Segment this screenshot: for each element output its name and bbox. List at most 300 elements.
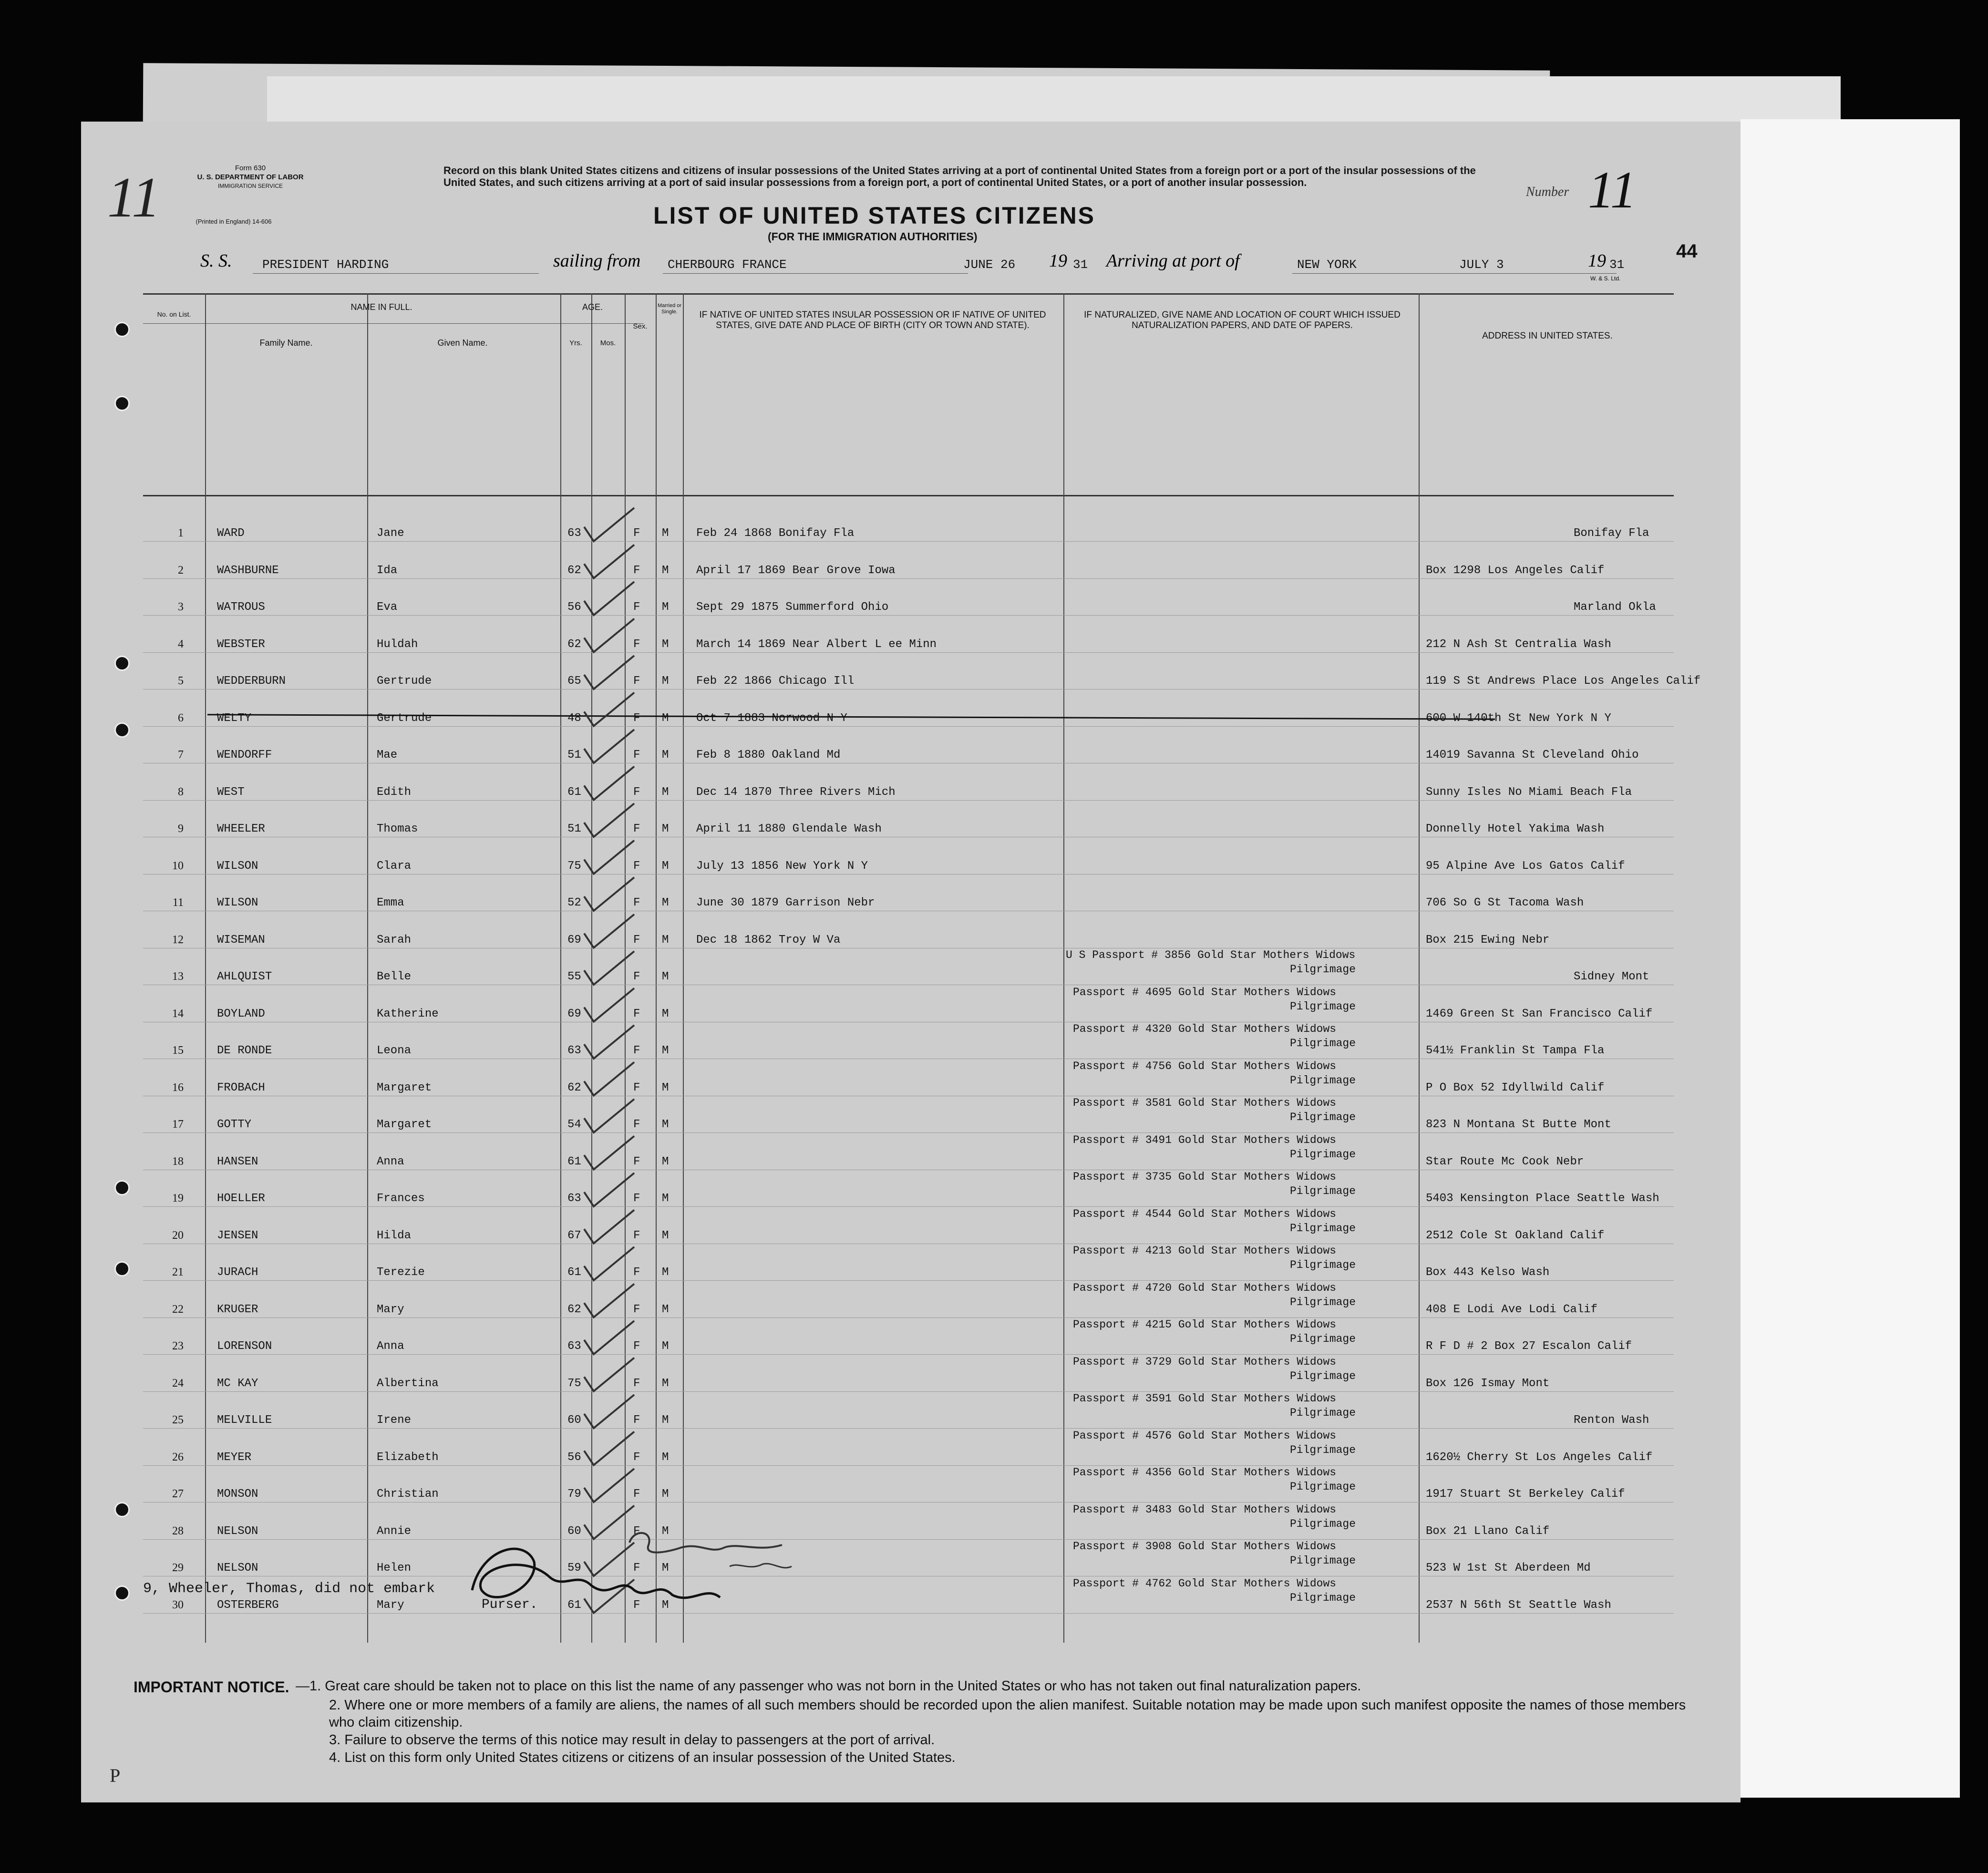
sex: F: [633, 933, 640, 947]
printer-mark: W. & S. Ltd.: [1590, 275, 1621, 282]
age-years: 51: [567, 823, 581, 835]
given-name: Leona: [377, 1044, 412, 1057]
age-years: 67: [567, 1229, 581, 1242]
naturalization-pilgrimage: Pilgrimage: [1290, 1407, 1356, 1419]
age-years: 75: [567, 1377, 581, 1390]
family-name: WENDORFF: [217, 749, 272, 762]
given-name: Edith: [377, 785, 412, 799]
arrival-port: NEW YORK: [1297, 257, 1357, 272]
naturalization-passport: Passport # 4320 Gold Star Mothers Widows: [1073, 1023, 1337, 1035]
family-name: WELTY: [217, 711, 252, 725]
given-name: Huldah: [377, 638, 418, 651]
tally-checkmark: [584, 1247, 634, 1280]
marital-status: M: [662, 638, 669, 651]
sex: F: [633, 711, 640, 725]
given-name: Sarah: [377, 933, 412, 947]
naturalization-pilgrimage: Pilgrimage: [1290, 1369, 1356, 1382]
tally-checkmark: [584, 1395, 634, 1428]
address: 1917 Stuart St Berkeley Calif: [1426, 1488, 1625, 1501]
col-yrs: Yrs.: [569, 339, 582, 347]
naturalization-pilgrimage: Pilgrimage: [1290, 1148, 1356, 1161]
sex: F: [633, 1598, 640, 1612]
tally-checkmark: [584, 1284, 634, 1317]
row-number: 19: [172, 1192, 184, 1204]
birth-info: June 30 1879 Garrison Nebr: [696, 896, 875, 909]
tally-checkmark: [584, 1099, 634, 1132]
col-no: No. on List.: [157, 310, 191, 318]
given-name: Mary: [377, 1598, 404, 1612]
birth-info: Oct 7 1883 Norwood N Y: [696, 711, 847, 725]
marital-status: M: [662, 527, 669, 540]
tally-checkmark: [584, 1136, 634, 1170]
sex: F: [633, 1451, 640, 1464]
row-number: 6: [178, 711, 184, 724]
col-address: ADDRESS IN UNITED STATES.: [1482, 331, 1613, 341]
tally-checkmark: [584, 841, 634, 874]
given-name: Terezie: [377, 1266, 425, 1279]
row-number: 27: [172, 1488, 184, 1500]
address: 2512 Cole St Oakland Calif: [1426, 1229, 1605, 1242]
margin-mark: 11: [107, 165, 161, 229]
given-name: Jane: [377, 527, 404, 540]
row-number: 22: [172, 1303, 184, 1316]
row-number: 1: [178, 527, 184, 539]
marital-status: M: [662, 1377, 669, 1390]
age-years: 61: [567, 785, 581, 799]
col-married: Married or Single.: [657, 303, 682, 315]
marital-status: M: [662, 1451, 669, 1464]
tally-checkmark: [584, 656, 634, 689]
family-name: HOELLER: [217, 1192, 265, 1205]
birth-info: Feb 8 1880 Oakland Md: [696, 749, 841, 762]
year-prefix: 19: [1049, 251, 1067, 271]
col-age: AGE.: [582, 302, 603, 312]
family-name: JURACH: [217, 1266, 258, 1279]
address: Box 21 Llano Calif: [1426, 1524, 1550, 1538]
col-name: NAME IN FULL.: [350, 302, 412, 312]
naturalization-passport: Passport # 4544 Gold Star Mothers Widows: [1073, 1207, 1337, 1220]
naturalization-pilgrimage: Pilgrimage: [1290, 963, 1356, 976]
sailing-label: sailing from: [553, 251, 641, 271]
marital-status: M: [662, 1044, 669, 1057]
naturalization-pilgrimage: Pilgrimage: [1290, 1517, 1356, 1530]
row-number: 10: [172, 859, 184, 872]
given-name: Clara: [377, 859, 412, 873]
page-subtitle: (FOR THE IMMIGRATION AUTHORITIES): [768, 230, 978, 243]
binder-hole: [114, 722, 130, 738]
age-years: 52: [567, 896, 581, 909]
row-number: 18: [172, 1155, 184, 1168]
row-number: 14: [172, 1007, 184, 1020]
sex: F: [633, 1118, 640, 1131]
given-name: Ida: [377, 564, 398, 577]
marital-status: M: [662, 1118, 669, 1131]
given-name: Belle: [377, 970, 412, 983]
family-name: WEST: [217, 785, 245, 799]
sex: F: [633, 1340, 640, 1353]
marital-status: M: [662, 711, 669, 725]
row-number: 5: [178, 675, 184, 687]
row-number: 2: [178, 564, 184, 576]
page-title: LIST OF UNITED STATES CITIZENS: [653, 202, 1096, 229]
age-years: 65: [567, 675, 581, 688]
sex: F: [633, 896, 640, 909]
notice-label: IMPORTANT NOTICE.: [134, 1678, 289, 1696]
given-name: Helen: [377, 1562, 412, 1575]
sex: F: [633, 564, 640, 577]
age-years: 75: [567, 859, 581, 873]
given-name: Frances: [377, 1192, 425, 1205]
binder-hole: [114, 1261, 130, 1276]
tally-checkmark: [584, 693, 634, 726]
family-name: WHEELER: [217, 823, 265, 835]
address: Box 443 Kelso Wash: [1426, 1266, 1550, 1279]
address: R F D # 2 Box 27 Escalon Calif: [1426, 1340, 1632, 1353]
form-number: Form 630: [235, 164, 266, 172]
row-number: 24: [172, 1377, 184, 1389]
row-number: 20: [172, 1229, 184, 1242]
given-name: Margaret: [377, 1118, 432, 1131]
naturalization-passport: Passport # 4695 Gold Star Mothers Widows: [1073, 986, 1337, 998]
naturalization-pilgrimage: Pilgrimage: [1290, 1333, 1356, 1345]
naturalization-passport: Passport # 4762 Gold Star Mothers Widows: [1073, 1577, 1337, 1590]
notice-2: 2. Where one or more members of a family are aliens, the names of all such members should be recorded upon the alien manifest. Suitable notation may be made upon such manifest opposite the names of those members who claim citizenship.: [329, 1698, 1686, 1730]
address: Sunny Isles No Miami Beach Fla: [1426, 785, 1632, 799]
family-name: BOYLAND: [217, 1007, 265, 1020]
tally-checkmark: [584, 1432, 634, 1465]
row-number: 8: [178, 785, 184, 798]
family-name: LORENSON: [217, 1340, 272, 1353]
given-name: Hilda: [377, 1229, 412, 1242]
row-number: 26: [172, 1451, 184, 1463]
given-name: Emma: [377, 896, 404, 909]
arriving-label: Arriving at port of: [1106, 251, 1240, 271]
tally-checkmark: [584, 988, 634, 1022]
sex: F: [633, 1081, 640, 1094]
ss-label: S. S.: [200, 251, 232, 271]
family-name: OSTERBERG: [217, 1598, 279, 1612]
marital-status: M: [662, 1192, 669, 1205]
sex: F: [633, 823, 640, 835]
marital-status: M: [662, 1414, 669, 1427]
tally-checkmark: [584, 1321, 634, 1354]
family-name: KRUGER: [217, 1303, 258, 1316]
page-number: 44: [1676, 241, 1698, 262]
sex: F: [633, 1007, 640, 1020]
age-years: 62: [567, 564, 581, 577]
naturalization-pilgrimage: Pilgrimage: [1290, 1111, 1356, 1123]
family-name: WILSON: [217, 859, 258, 873]
marital-status: M: [662, 970, 669, 983]
number-label: Number: [1526, 185, 1569, 199]
adjacent-page: [1741, 119, 1960, 1798]
age-years: 79: [567, 1488, 581, 1501]
family-name: WARD: [217, 527, 245, 540]
age-years: 63: [567, 1044, 581, 1057]
row-number: 30: [172, 1598, 184, 1611]
tally-checkmark: [584, 582, 634, 615]
given-name: Anna: [377, 1155, 404, 1168]
age-years: 48: [567, 711, 581, 725]
sex: F: [633, 970, 640, 983]
marital-status: M: [662, 1007, 669, 1020]
naturalization-pilgrimage: Pilgrimage: [1290, 1591, 1356, 1604]
age-years: 69: [567, 1007, 581, 1020]
age-years: 51: [567, 749, 581, 762]
given-name: Elizabeth: [377, 1451, 439, 1464]
address: 823 N Montana St Butte Mont: [1426, 1118, 1611, 1131]
tally-checkmark: [584, 1173, 634, 1206]
age-years: 61: [567, 1266, 581, 1279]
notice-1: —1. Great care should be taken not to place on this list the name of any passenger who was not born in the United States or who has not taken out final naturalization papers.: [296, 1678, 1361, 1694]
given-name: Christian: [377, 1488, 439, 1501]
naturalization-passport: Passport # 3483 Gold Star Mothers Widows: [1073, 1503, 1337, 1516]
row-number: 15: [172, 1044, 184, 1057]
col-sex: Sex.: [633, 322, 648, 330]
marital-status: M: [662, 1229, 669, 1242]
printed-note: (Printed in England) 14-606: [196, 218, 272, 225]
given-name: Albertina: [377, 1377, 439, 1390]
age-years: 63: [567, 1192, 581, 1205]
address: 1469 Green St San Francisco Calif: [1426, 1007, 1653, 1020]
col-native: IF NATIVE OF UNITED STATES INSULAR POSSESSION OR IF NATIVE OF UNITED STATES, GIVE DATE AND PLACE OF BIRTH (CITY OR TOWN AND STATE).: [699, 310, 1046, 330]
tally-checkmark: [584, 1358, 634, 1391]
address: Box 1298 Los Angeles Calif: [1426, 564, 1605, 577]
row-number: 3: [178, 601, 184, 613]
col-given: Given Name.: [437, 338, 488, 348]
naturalization-pilgrimage: Pilgrimage: [1290, 1443, 1356, 1456]
address: 212 N Ash St Centralia Wash: [1426, 638, 1611, 651]
sex: F: [633, 1562, 640, 1575]
manifest-page: [81, 122, 1741, 1802]
tally-checkmark: [584, 877, 634, 911]
number-value: 11: [1588, 161, 1637, 219]
family-name: FROBACH: [217, 1081, 265, 1094]
age-years: 62: [567, 638, 581, 651]
family-name: WATROUS: [217, 601, 265, 614]
age-years: 56: [567, 601, 581, 614]
family-name: AHLQUIST: [217, 970, 272, 983]
family-name: MEYER: [217, 1451, 252, 1464]
sex: F: [633, 1266, 640, 1279]
sex: F: [633, 601, 640, 614]
col-mos: Mos.: [600, 339, 616, 347]
age-years: 56: [567, 1451, 581, 1464]
address: 119 S St Andrews Place Los Angeles Calif: [1426, 675, 1701, 688]
birth-info: April 17 1869 Bear Grove Iowa: [696, 564, 896, 577]
address: Donnelly Hotel Yakima Wash: [1426, 823, 1605, 835]
row-number: 4: [178, 638, 184, 650]
tally-checkmark: [584, 767, 634, 800]
address: 5403 Kensington Place Seattle Wash: [1426, 1192, 1659, 1205]
col-naturalized: IF NATURALIZED, GIVE NAME AND LOCATION OF COURT WHICH ISSUED NATURALIZATION PAPERS, AND DATE OF PAPERS.: [1084, 310, 1401, 330]
naturalization-passport: Passport # 3581 Gold Star Mothers Widows: [1073, 1097, 1337, 1109]
family-name: JENSEN: [217, 1229, 258, 1242]
given-name: Katherine: [377, 1007, 439, 1020]
sex: F: [633, 1524, 640, 1538]
birth-info: March 14 1869 Near Albert L ee Minn: [696, 638, 937, 651]
sex: F: [633, 1044, 640, 1057]
tally-checkmark: [584, 1062, 634, 1096]
address: Renton Wash: [1574, 1414, 1649, 1427]
row-number: 29: [172, 1562, 184, 1574]
address: Marland Okla: [1574, 601, 1656, 614]
notice-3: 3. Failure to observe the terms of this notice may result in delay to passengers at the port of arrival.: [329, 1732, 935, 1748]
naturalization-passport: Passport # 4215 Gold Star Mothers Widows: [1073, 1318, 1337, 1331]
family-name: MC KAY: [217, 1377, 258, 1390]
address: Box 215 Ewing Nebr: [1426, 933, 1550, 947]
family-name: HANSEN: [217, 1155, 258, 1168]
age-years: 60: [567, 1524, 581, 1538]
given-name: Gertrude: [377, 711, 432, 725]
sex: F: [633, 749, 640, 762]
department: U. S. DEPARTMENT OF LABOR: [197, 173, 304, 181]
naturalization-pilgrimage: Pilgrimage: [1290, 1185, 1356, 1197]
tally-checkmark: [584, 1210, 634, 1244]
address: Bonifay Fla: [1574, 527, 1649, 540]
address: 706 So G St Tacoma Wash: [1426, 896, 1584, 909]
row-number: 9: [178, 823, 184, 835]
age-years: 59: [567, 1562, 581, 1575]
row-number: 13: [172, 970, 184, 983]
family-name: GOTTY: [217, 1118, 252, 1131]
marital-status: M: [662, 1524, 669, 1538]
sailing-from: CHERBOURG FRANCE: [668, 257, 787, 272]
naturalization-pilgrimage: Pilgrimage: [1290, 1037, 1356, 1050]
birth-info: April 11 1880 Glendale Wash: [696, 823, 882, 835]
family-name: DE RONDE: [217, 1044, 272, 1057]
binder-hole: [114, 656, 130, 671]
address: Box 126 Ismay Mont: [1426, 1377, 1550, 1390]
row-number: 11: [172, 896, 184, 909]
naturalization-passport: U S Passport # 3856 Gold Star Mothers Widows: [1066, 949, 1356, 961]
age-years: 54: [567, 1118, 581, 1131]
birth-info: Sept 29 1875 Summerford Ohio: [696, 601, 889, 614]
tally-checkmark: [584, 545, 634, 578]
naturalization-pilgrimage: Pilgrimage: [1290, 1259, 1356, 1271]
marital-status: M: [662, 1562, 669, 1575]
col-family: Family Name.: [259, 338, 313, 348]
naturalization-passport: Passport # 3491 Gold Star Mothers Widows: [1073, 1133, 1337, 1146]
given-name: Mary: [377, 1303, 404, 1316]
family-name: NELSON: [217, 1524, 258, 1538]
marital-status: M: [662, 1340, 669, 1353]
binder-hole: [114, 1180, 130, 1195]
naturalization-passport: Passport # 3735 Gold Star Mothers Widows: [1073, 1171, 1337, 1183]
sex: F: [633, 1155, 640, 1168]
row-number: 12: [172, 933, 184, 946]
address: 541½ Franklin St Tampa Fla: [1426, 1044, 1605, 1057]
birth-info: Dec 18 1862 Troy W Va: [696, 933, 841, 947]
address: 95 Alpine Ave Los Gatos Calif: [1426, 859, 1625, 873]
row-number: 16: [172, 1081, 184, 1094]
naturalization-passport: Passport # 4356 Gold Star Mothers Widows: [1073, 1466, 1337, 1479]
sex: F: [633, 675, 640, 688]
given-name: Anna: [377, 1340, 404, 1353]
arrival-year-suffix: 31: [1609, 257, 1625, 272]
sex: F: [633, 859, 640, 873]
sex: F: [633, 638, 640, 651]
birth-info: Feb 24 1868 Bonifay Fla: [696, 527, 855, 540]
given-name: Annie: [377, 1524, 412, 1538]
sex: F: [633, 1229, 640, 1242]
address: Sidney Mont: [1574, 970, 1649, 983]
row-number: 28: [172, 1524, 184, 1537]
address: 408 E Lodi Ave Lodi Calif: [1426, 1303, 1598, 1316]
address: 2537 N 56th St Seattle Wash: [1426, 1598, 1611, 1612]
naturalization-pilgrimage: Pilgrimage: [1290, 1296, 1356, 1308]
family-name: WEDDERBURN: [217, 675, 286, 688]
embark-note: 9, Wheeler, Thomas, did not embark: [143, 1581, 435, 1597]
marital-status: M: [662, 823, 669, 835]
marital-status: M: [662, 601, 669, 614]
given-name: Margaret: [377, 1081, 432, 1094]
given-name: Eva: [377, 601, 398, 614]
departure-date: JUNE 26: [963, 257, 1016, 272]
address: 1620½ Cherry St Los Angeles Calif: [1426, 1451, 1653, 1464]
binder-hole: [114, 396, 130, 411]
sex: F: [633, 785, 640, 799]
row-number: 17: [172, 1118, 184, 1131]
naturalization-passport: Passport # 3908 Gold Star Mothers Widows: [1073, 1540, 1337, 1553]
naturalization-passport: Passport # 3591 Gold Star Mothers Widows: [1073, 1392, 1337, 1405]
age-years: 63: [567, 1340, 581, 1353]
naturalization-pilgrimage: Pilgrimage: [1290, 1554, 1356, 1567]
marital-status: M: [662, 675, 669, 688]
birth-info: Dec 14 1870 Three Rivers Mich: [696, 785, 896, 799]
address: Star Route Mc Cook Nebr: [1426, 1155, 1584, 1168]
family-name: MONSON: [217, 1488, 258, 1501]
naturalization-passport: Passport # 4756 Gold Star Mothers Widows: [1073, 1060, 1337, 1072]
instruction-text: Record on this blank United States citizens and citizens of insular possessions of the United States arriving at a port of continental United States from a foreign port or a port of the insular possessions of the United States, and such citizens arriving at a port of said insular possessions from a foreign port, a port of continental United States, or a port of another insular possession.: [443, 165, 1476, 188]
age-years: 60: [567, 1414, 581, 1427]
marital-status: M: [662, 1303, 669, 1316]
age-years: 62: [567, 1081, 581, 1094]
marital-status: M: [662, 859, 669, 873]
row-number: 21: [172, 1266, 184, 1278]
given-name: Irene: [377, 1414, 412, 1427]
age-years: 61: [567, 1598, 581, 1612]
age-years: 63: [567, 527, 581, 540]
tally-checkmark: [584, 951, 634, 985]
sex: F: [633, 527, 640, 540]
age-years: 61: [567, 1155, 581, 1168]
naturalization-pilgrimage: Pilgrimage: [1290, 1222, 1356, 1235]
row-number: 25: [172, 1414, 184, 1426]
family-name: WISEMAN: [217, 933, 265, 947]
arrival-year-prefix: 19: [1588, 251, 1606, 271]
marital-status: M: [662, 1266, 669, 1279]
purser-label: Purser.: [482, 1597, 538, 1612]
binder-hole: [114, 322, 130, 337]
address: P O Box 52 Idyllwild Calif: [1426, 1081, 1605, 1094]
given-name: Mae: [377, 749, 398, 762]
address: 14019 Savanna St Cleveland Ohio: [1426, 749, 1639, 762]
naturalization-passport: Passport # 3729 Gold Star Mothers Widows: [1073, 1355, 1337, 1368]
naturalization-passport: Passport # 4720 Gold Star Mothers Widows: [1073, 1281, 1337, 1294]
naturalization-pilgrimage: Pilgrimage: [1290, 1481, 1356, 1493]
binder-hole: [114, 1502, 130, 1517]
family-name: WASHBURNE: [217, 564, 279, 577]
family-name: WILSON: [217, 896, 258, 909]
sex: F: [633, 1303, 640, 1316]
given-name: Gertrude: [377, 675, 432, 688]
address: 600 W 140th St New York N Y: [1426, 711, 1611, 725]
family-name: NELSON: [217, 1562, 258, 1575]
age-years: 69: [567, 933, 581, 947]
tally-checkmark: [584, 508, 634, 541]
corner-mark: P: [110, 1765, 121, 1786]
